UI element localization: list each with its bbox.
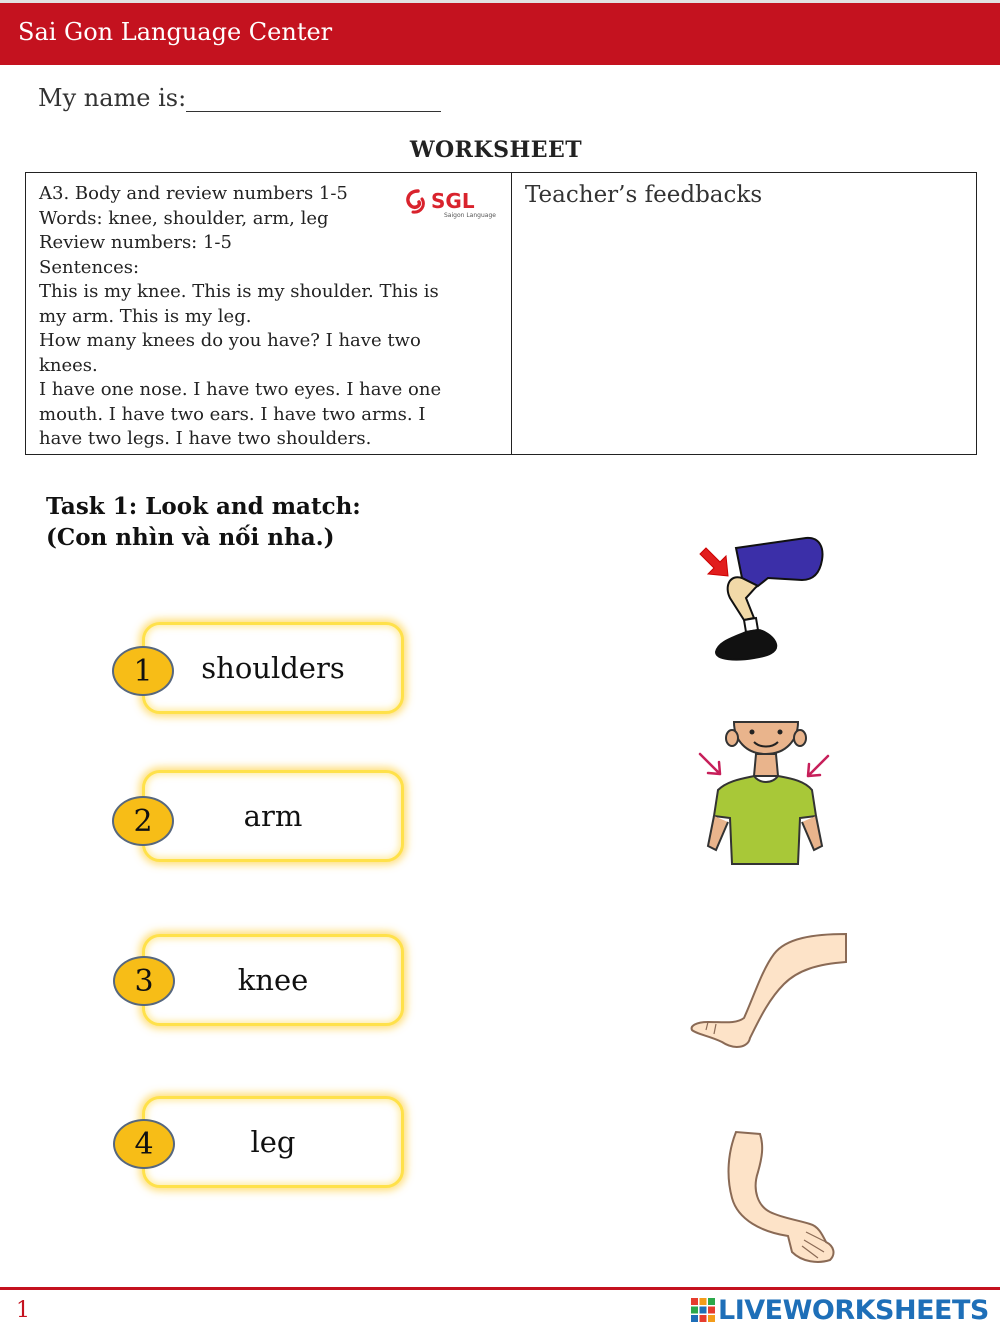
match-word: leg — [250, 1125, 296, 1159]
match-word: knee — [237, 963, 309, 997]
match-word-box-2[interactable] — [142, 770, 404, 862]
info-line: I have one nose. I have two eyes. I have one — [39, 379, 442, 400]
task-title — [46, 491, 361, 553]
sgl-logo-subtitle: Saigon Language — [444, 212, 496, 219]
sgl-logo-name: SGL — [431, 189, 475, 213]
header-title: Sai Gon Language Center — [18, 18, 333, 46]
info-line: my arm. This is my leg. — [39, 305, 252, 327]
match-word: arm — [243, 799, 303, 833]
feedback-area[interactable] — [514, 213, 974, 451]
knee-picture[interactable] — [696, 534, 832, 668]
name-blank[interactable] — [186, 87, 441, 112]
info-line: knees. — [39, 354, 98, 376]
info-line: Words: knee, shoulder, arm, leg — [39, 207, 329, 229]
worksheet-title: WORKSHEET — [409, 137, 583, 163]
shoulders-picture[interactable] — [694, 718, 836, 868]
leg-picture[interactable] — [688, 930, 848, 1054]
name-label: My name is: — [38, 84, 187, 112]
number-badge-1: 1 — [112, 646, 174, 696]
lesson-info-cell — [26, 173, 512, 454]
liveworksheets-brand[interactable] — [690, 1290, 989, 1330]
feedback-label: Teacher’s feedbacks — [525, 182, 763, 208]
number-badge-3: 3 — [113, 956, 175, 1006]
info-line: mouth. I have two ears. I have two arms. I — [39, 403, 426, 425]
sgl-logo-icon — [404, 185, 500, 221]
info-line: A3. Body and review numbers 1-5 — [39, 183, 348, 204]
task-title-line1: Task 1: Look and match: — [46, 493, 361, 520]
info-line: How many knees do you have? I have two — [39, 330, 421, 351]
page-number: 1 — [16, 1298, 30, 1323]
number-badge-4: 4 — [113, 1119, 175, 1169]
match-word-box-3[interactable] — [142, 934, 404, 1026]
liveworksheets-text: LIVEWORKSHEETS — [718, 1294, 989, 1326]
info-line: This is my knee. This is my shoulder. This is — [39, 281, 439, 302]
info-line: Sentences: — [39, 256, 140, 278]
name-line — [38, 84, 441, 112]
info-table — [25, 172, 977, 455]
number-badge-2: 2 — [112, 796, 174, 846]
match-word: shoulders — [201, 651, 345, 685]
info-line: have two legs. I have two shoulders. — [39, 428, 372, 449]
header-divider — [0, 57, 1000, 65]
arm-picture[interactable] — [722, 1128, 838, 1268]
match-word-box-1[interactable] — [142, 622, 404, 714]
liveworksheets-logo-icon — [690, 1297, 716, 1323]
match-word-box-4[interactable] — [142, 1096, 404, 1188]
info-line: Review numbers: 1-5 — [39, 232, 232, 253]
header-bar — [0, 0, 1000, 57]
task-title-line2: (Con nhìn và nối nha.) — [46, 524, 335, 551]
